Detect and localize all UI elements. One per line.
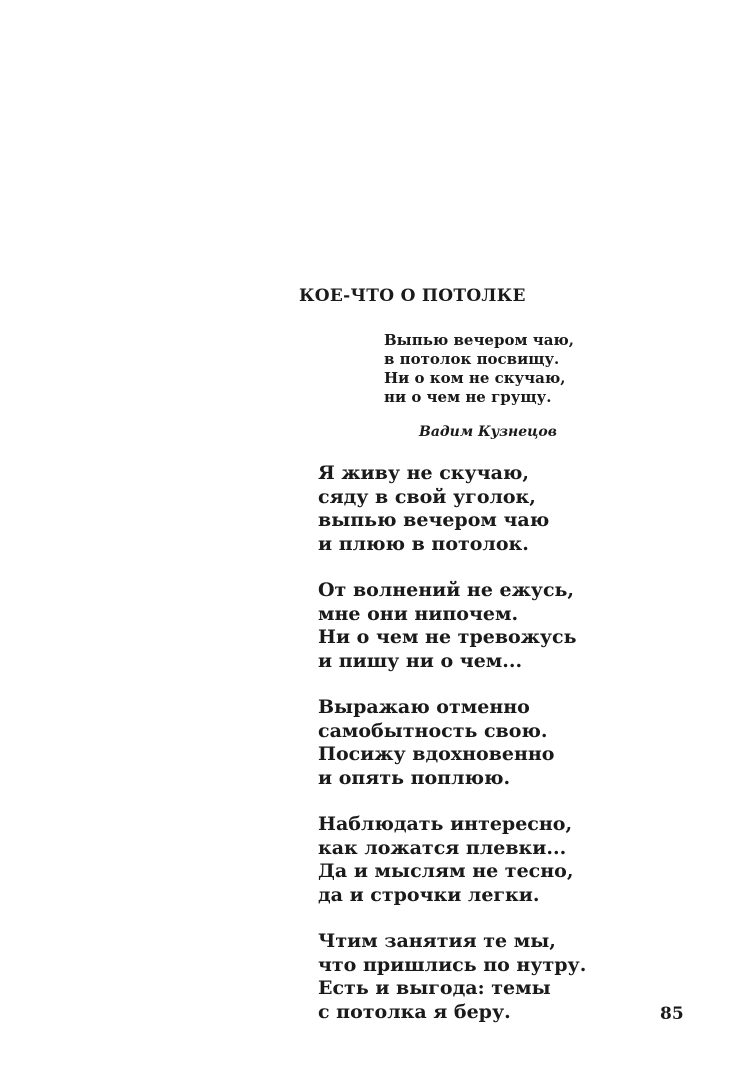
poem-line: и пишу ни о чем...: [318, 649, 523, 672]
poem-line: сяду в свой уголок,: [318, 485, 536, 508]
epigraph-line: Выпью вечером чаю,: [384, 331, 575, 349]
poem-line: Чтим занятия те мы,: [318, 930, 556, 952]
epigraph: [384, 331, 574, 407]
poem-line: Наблюдать интересно,: [318, 813, 573, 835]
poem-body: [318, 462, 586, 1024]
page-number: 85: [660, 1004, 684, 1024]
poem-line: самобытность свою.: [318, 719, 548, 742]
poem-line: Ни о чем не тревожусь: [318, 626, 577, 648]
poem-line: От волнений не ежусь,: [318, 579, 575, 601]
epigraph-line: ни о чем не грущу.: [384, 388, 552, 406]
poem-line: Да и мыслям не тесно,: [318, 860, 574, 882]
poem-line: и опять поплюю.: [318, 766, 511, 789]
stanza-3: [318, 696, 586, 790]
poem-line: Выражаю отменно: [318, 696, 530, 718]
poem-line: и плюю в потолок.: [318, 532, 529, 555]
poem-line: что пришлись по нутру.: [318, 953, 587, 976]
stanza-2: [318, 579, 586, 673]
epigraph-line: в потолок посвищу.: [384, 350, 560, 368]
poem-line: да и строчки легки.: [318, 883, 540, 906]
stanza-4: [318, 813, 586, 907]
poem-line: мне они нипочем.: [318, 602, 519, 625]
poem-title: КОЕ-ЧТО О ПОТОЛКЕ: [299, 286, 526, 306]
poem-line: Есть и выгода: темы: [318, 977, 551, 999]
poem-line: с потолка я беру.: [318, 1000, 511, 1023]
poem-line: выпью вечером чаю: [318, 509, 550, 531]
epigraph-line: Ни о ком не скучаю,: [384, 369, 566, 387]
poem-line: Я живу не скучаю,: [318, 462, 530, 484]
poem-line: Посижу вдохновенно: [318, 743, 555, 765]
epigraph-author: Вадим Кузнецов: [419, 424, 557, 440]
stanza-5: [318, 930, 586, 1024]
stanza-1: [318, 462, 586, 556]
poem-line: как ложатся плевки...: [318, 836, 567, 859]
